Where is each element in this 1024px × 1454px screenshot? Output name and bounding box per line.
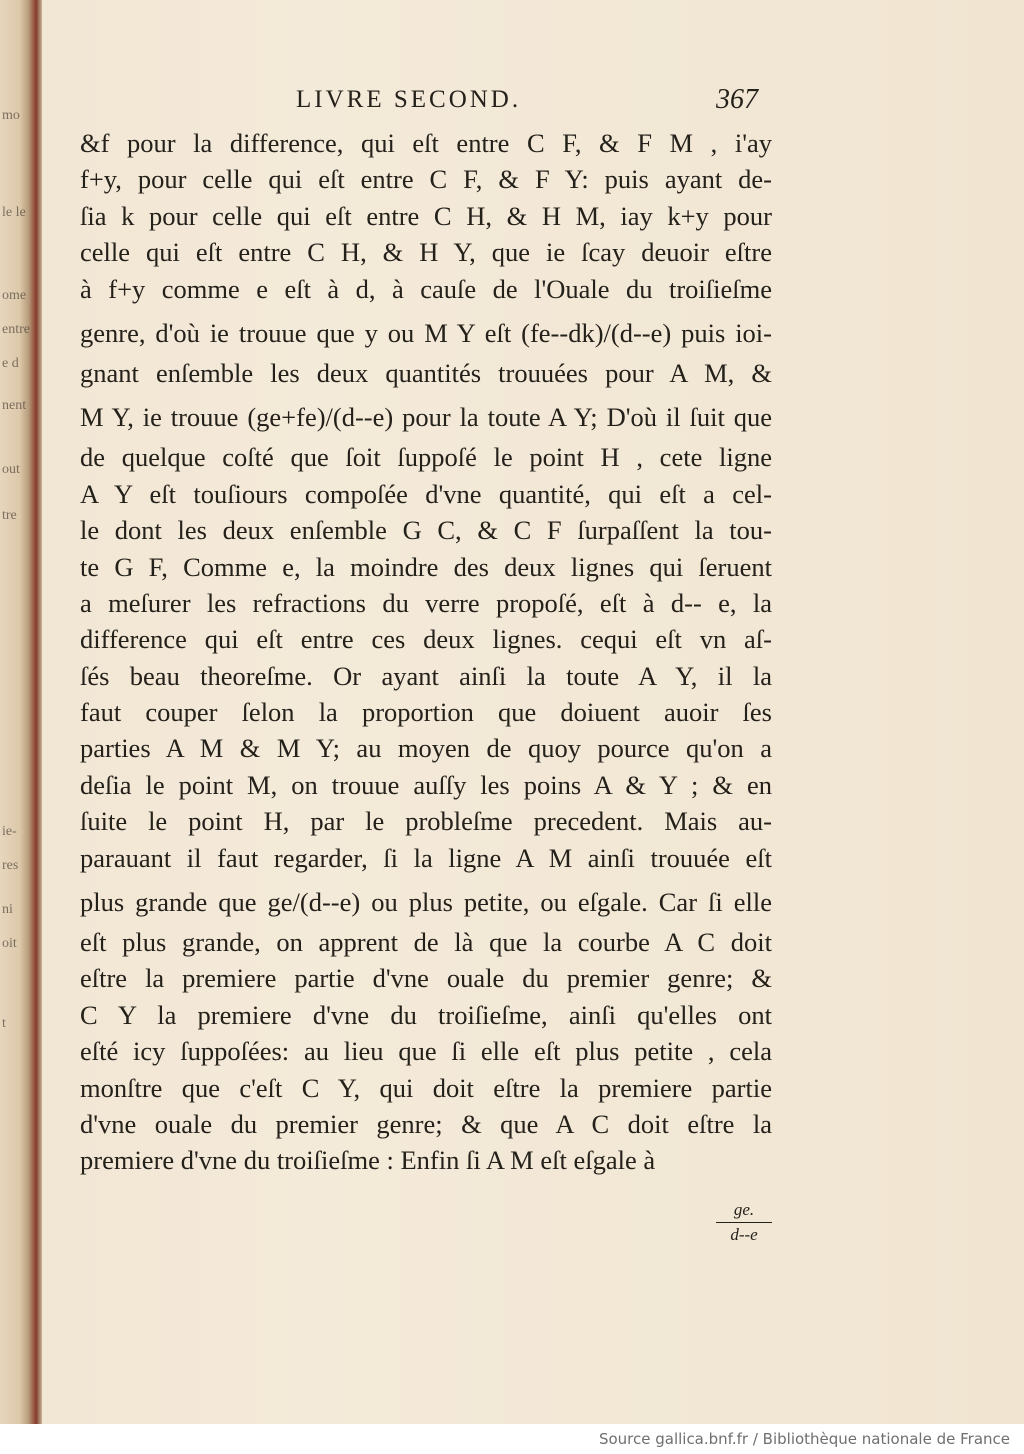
bleed-text: res — [2, 858, 19, 873]
text-line: A Y eſt touſiours compoſée d'vne quantité, qui eſt a cel- — [80, 478, 772, 509]
page-number: 367 — [716, 84, 758, 115]
text-line: a meſurer les refractions du verre propoſé, eſt à d-- e, la — [80, 587, 772, 618]
text-line: &f pour la difference, qui eſt entre C F, & F M , i'ay — [80, 128, 772, 158]
bleed-text: ome — [2, 288, 27, 303]
text-line: f+y, pour celle qui eſt entre C F, & F Y: puis ayant de- — [80, 164, 772, 195]
bleed-text: t — [2, 1016, 6, 1031]
bleed-text: mo — [2, 108, 20, 123]
bleed-text: e d — [2, 356, 19, 371]
text-line: parauant il faut regarder, ſi la ligne A M ainſi trouuée eſt — [80, 842, 772, 873]
fraction-numerator: ge. — [716, 1200, 772, 1223]
text-line: de quelque coſté que ſoit ſuppoſé le point H , cete ligne — [80, 442, 772, 473]
text-line: ſuite le point H, par le probleſme precedent. Mais au- — [80, 806, 772, 837]
text-line: celle qui eſt entre C H, & H Y, que ie ſcay deuoir eſtre — [80, 237, 772, 268]
text-line: d'vne ouale du premier genre; & que A C doit eſtre la — [80, 1108, 772, 1139]
text-line: eſtre la premiere partie d'vne ouale du premier genre; & — [80, 963, 772, 994]
bleed-text: oit — [2, 936, 17, 951]
text-line: te G F, Comme e, la moindre des deux lignes qui ſeruent — [80, 551, 772, 582]
text-line: eſt plus grande, on apprent de là que la courbe A C doit — [80, 927, 772, 958]
facing-page-bleed — [0, 0, 30, 1424]
text-line: parties A M & M Y; au moyen de quoy pource qu'on a — [80, 733, 772, 764]
text-line: genre, d'où ie trouue que y ou M Y eſt (fe--dk)/(d--e) puis ioi- — [80, 317, 772, 348]
bleed-text: ie- — [2, 824, 17, 839]
text-line: ſés beau theoreſme. Or ayant ainſi la toute A Y, il la — [80, 660, 772, 691]
text-line: le dont les deux enſemble G C, & C F ſurpaſſent la tou- — [80, 515, 772, 546]
text-line: deſia le point M, on trouue auſſy les poins A & Y ; & en — [80, 769, 772, 800]
catchword-fraction — [716, 1200, 772, 1245]
source-footer — [0, 1424, 1024, 1454]
text-line: C Y la premiere d'vne du troiſieſme, ainſi qu'elles ont — [80, 999, 772, 1030]
text-line: à f+y comme e eſt à d, à cauſe de l'Ouale du troiſieſme — [80, 273, 772, 304]
body-text — [80, 125, 772, 1179]
text-line: plus grande que ge/(d--e) ou plus petite, ou eſgale. Car ſi elle — [80, 887, 772, 918]
text-line: difference qui eſt entre ces deux lignes. cequi eſt vn aſ- — [80, 624, 772, 655]
page-gutter — [36, 0, 42, 1424]
bleed-text: ni — [2, 902, 13, 917]
running-head: LIVRE SECOND. — [296, 86, 522, 113]
bleed-text: entre — [2, 322, 30, 337]
bleed-text: le le — [2, 205, 26, 220]
bleed-text: out — [2, 462, 20, 477]
text-line: eſté icy ſuppoſées: au lieu que ſi elle eſt plus petite , cela — [80, 1036, 772, 1067]
bleed-text: nent — [2, 398, 27, 413]
text-line: premiere d'vne du troiſieſme : Enfin ſi A M eſt eſgale à — [80, 1145, 656, 1176]
text-line: faut couper ſelon la proportion que doiuent auoir ſes — [80, 697, 772, 728]
bleed-text: tre — [2, 508, 17, 523]
text-line: monſtre que c'eſt C Y, qui doit eſtre la premiere partie — [80, 1072, 772, 1103]
text-line: ſia k pour celle qui eſt entre C H, & H M, iay k+y pour — [80, 200, 772, 231]
text-line: gnant enſemble les deux quantités trouuées pour A M, & — [80, 357, 772, 388]
fraction-denominator: d--e — [730, 1225, 758, 1244]
text-line: M Y, ie trouue (ge+fe)/(d--e) pour la toute A Y; D'où il ſuit que — [80, 402, 772, 433]
source-credit: Source gallica.bnf.fr / Bibliothèque nationale de France — [598, 1430, 1010, 1448]
